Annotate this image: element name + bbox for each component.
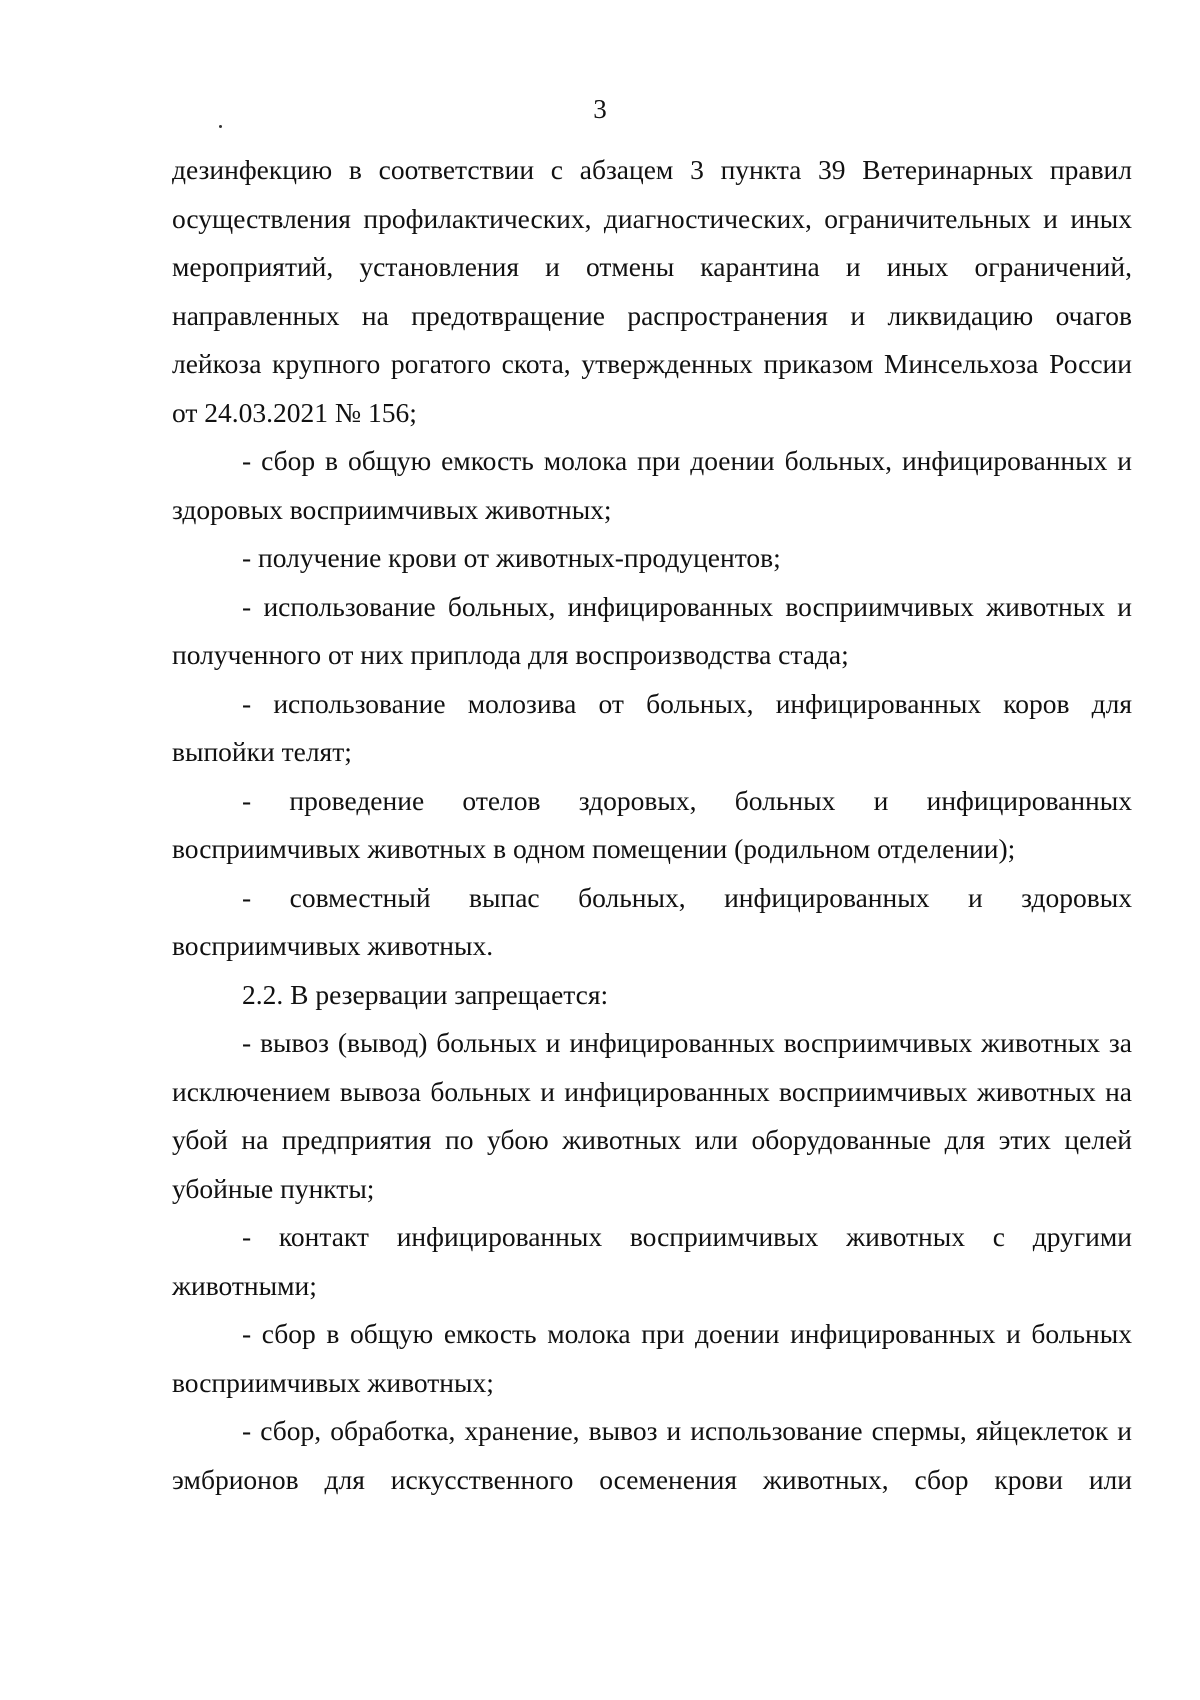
- list-item-milk-collection: - сбор в общую емкость молока при доении больных, инфицированных и здоровых восприимчивых животных;: [172, 445, 1132, 525]
- document-body: [172, 146, 1132, 1504]
- list-item-reproduction-use: - использование больных, инфицированных восприимчивых животных и полученного от них приплода для воспроизводства стада;: [172, 590, 1132, 670]
- list-item-removal: - вывоз (вывод) больных и инфицированных восприимчивых животных за исключением вывоза больных и инфицированных восприимчивых животных на убой на предприятия по убою животных или оборудованные для этих целей убойные пункты;: [172, 1027, 1132, 1204]
- list-item-blood-collection: - получение крови от животных-продуцентов;: [242, 542, 781, 573]
- scan-speck: [219, 125, 222, 128]
- list-item-semen-collection: - сбор, обработка, хранение, вывоз и использование спермы, яйцеклеток и эмбрионов для искусственного осеменения животных, сбор крови или: [172, 1415, 1132, 1495]
- list-item-contact: - контакт инфицированных восприимчивых животных с другими животными;: [172, 1221, 1132, 1301]
- page-number: 3: [593, 94, 607, 124]
- list-item-joint-grazing: - совместный выпас больных, инфицированных и здоровых восприимчивых животных.: [172, 881, 1132, 961]
- section-heading-2-2: 2.2. В резервации запрещается:: [242, 978, 609, 1010]
- list-item-calving: - проведение отелов здоровых, больных и инфицированных восприимчивых животных в одном помещении (родильном отделении);: [172, 784, 1132, 864]
- paragraph-continuation: дезинфекцию в соответствии с абзацем 3 пункта 39 Ветеринарных правил осуществления профилактических, диагностических, ограничительных и иных мероприятий, установления и отмены карантина и иных ограничений, направленных на предотвращение распространения и ликвидацию очагов лейкоза крупного рогатого скота, утвержденных приказом Минсельхоза России от 24.03.2021 № 156;: [172, 154, 1132, 428]
- list-item-milk-collection-2: - сбор в общую емкость молока при доении инфицированных и больных восприимчивых животных;: [172, 1318, 1132, 1398]
- list-item-colostrum-use: - использование молозива от больных, инфицированных коров для выпойки телят;: [172, 687, 1132, 767]
